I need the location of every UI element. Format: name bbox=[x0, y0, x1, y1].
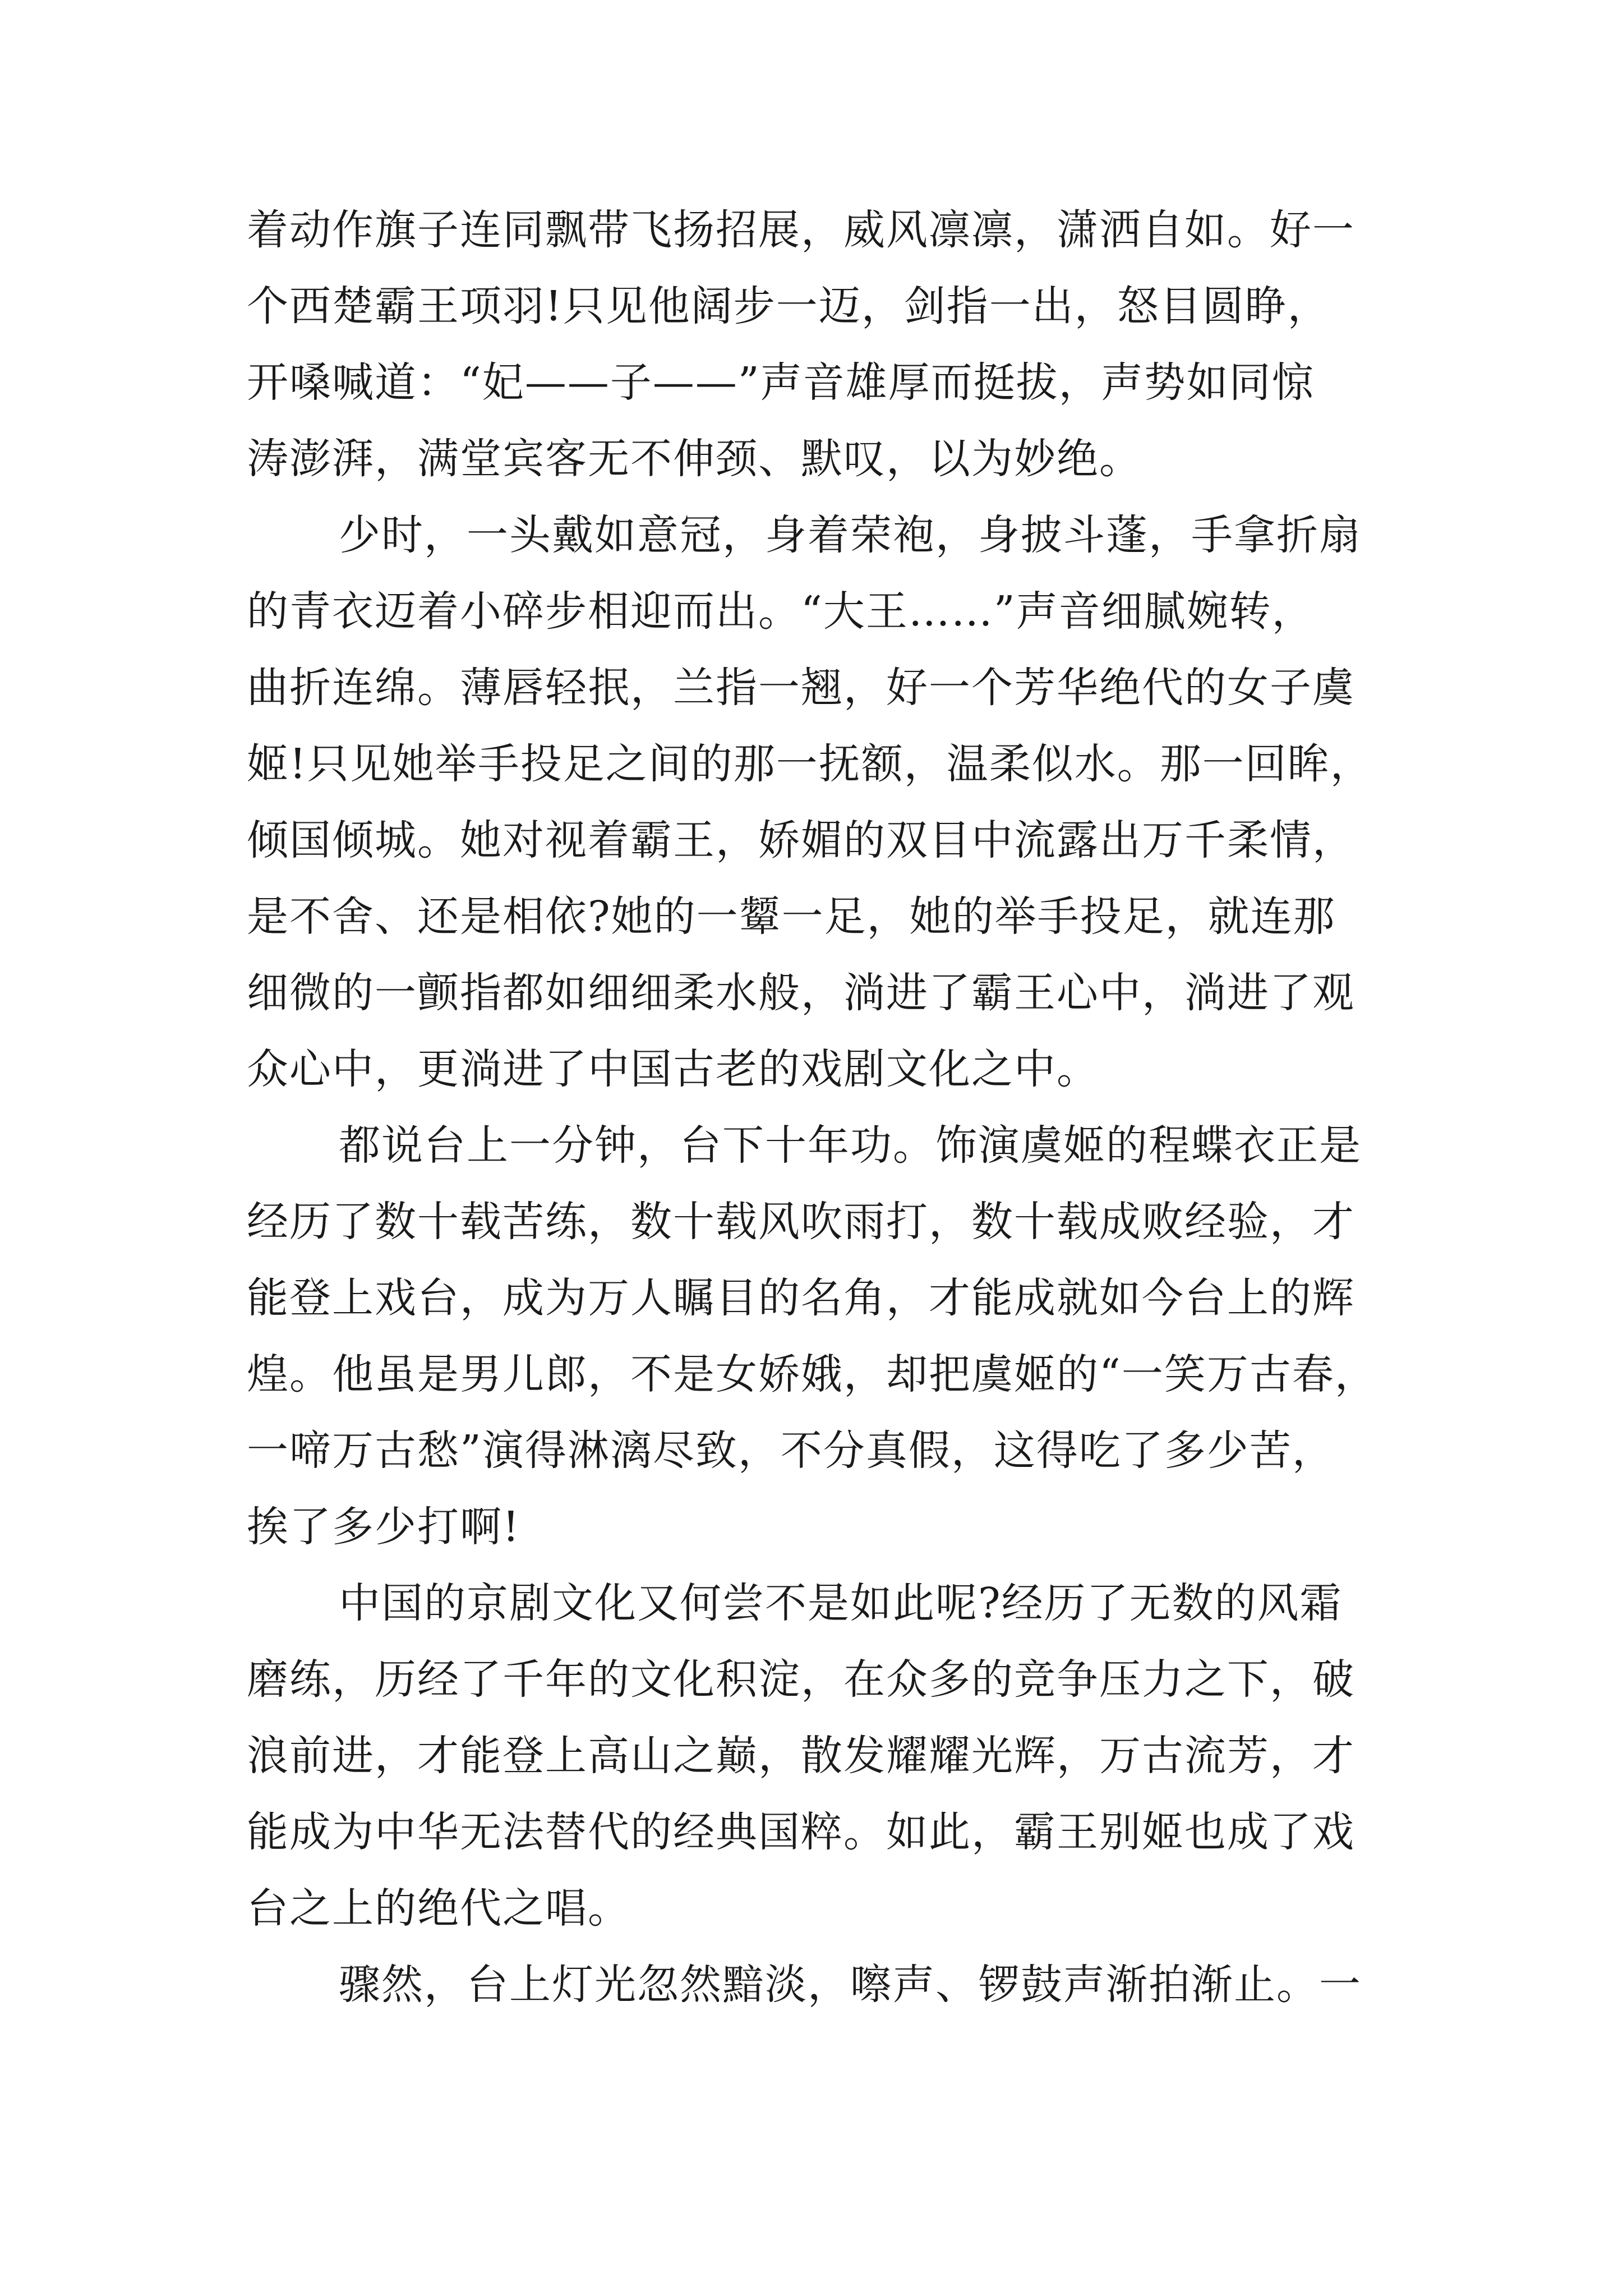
text-line: 挨了多少打啊! bbox=[247, 1503, 520, 1551]
text-line: 浪前进，才能登上高山之巅，散发耀耀光辉，万古流芳，才 bbox=[247, 1732, 1355, 1780]
text-line: 曲折连绵。薄唇轻抿，兰指一翘，好一个芳华绝代的女子虞 bbox=[247, 664, 1355, 712]
text-line: 的青衣迈着小碎步相迎而出。“大王……”声音细腻婉转， bbox=[247, 587, 1315, 636]
text-line: 经历了数十载苦练，数十载风吹雨打，数十载成败经验，才 bbox=[247, 1198, 1355, 1246]
paragraph-start-line: 骤然，台上灯光忽然黯淡，嚓声、锣鼓声渐拍渐止。一 bbox=[339, 1961, 1362, 2009]
text-line: 煌。他虽是男儿郎，不是女娇娥，却把虞姬的“一笑万古春， bbox=[247, 1350, 1377, 1398]
text-line: 能成为中华无法替代的经典国粹。如此，霸王别姬也成了戏 bbox=[247, 1808, 1355, 1856]
text-line: 个西楚霸王项羽!只见他阔步一迈，剑指一出，怒目圆睁， bbox=[247, 282, 1330, 330]
text-line: 开嗓喊道：“妃——子——”声音雄厚而挺拔，声势如同惊 bbox=[247, 358, 1315, 407]
text-line: 磨练，历经了千年的文化积淀，在众多的竞争压力之下，破 bbox=[247, 1655, 1355, 1704]
paragraph-start-line: 中国的京剧文化又何尝不是如此呢?经历了无数的风霜 bbox=[339, 1579, 1343, 1627]
text-line: 是不舍、还是相依?她的一颦一足，她的举手投足，就连那 bbox=[247, 892, 1336, 941]
text-line: 涛澎湃，满堂宾客无不伸颈、默叹，以为妙绝。 bbox=[247, 435, 1142, 483]
paragraph-start-line: 都说台上一分钟，台下十年功。饰演虞姬的程蝶衣正是 bbox=[339, 1121, 1362, 1170]
text-line: 众心中，更淌进了中国古老的戏剧文化之中。 bbox=[247, 1045, 1099, 1093]
text-line: 细微的一颤指都如细细柔水般，淌进了霸王心中，淌进了观 bbox=[247, 969, 1355, 1017]
paragraph-start-line: 少时，一头戴如意冠，身着荣袍，身披斗蓬，手拿折扇 bbox=[339, 511, 1362, 559]
text-line: 台之上的绝代之唱。 bbox=[247, 1884, 630, 1932]
text-line: 姬!只见她举手投足之间的那一抚额，温柔似水。那一回眸， bbox=[247, 740, 1373, 788]
text-line: 着动作旗子连同飘带飞扬招展，威风凛凛，潇洒自如。好一 bbox=[247, 206, 1355, 254]
text-line: 倾国倾城。她对视着霸王，娇媚的双目中流露出万千柔情， bbox=[247, 816, 1355, 864]
text-line: 一啼万古愁”演得淋漓尽致，不分真假，这得吃了多少苦， bbox=[247, 1427, 1335, 1475]
text-line: 能登上戏台，成为万人瞩目的名角，才能成就如今台上的辉 bbox=[247, 1274, 1355, 1322]
